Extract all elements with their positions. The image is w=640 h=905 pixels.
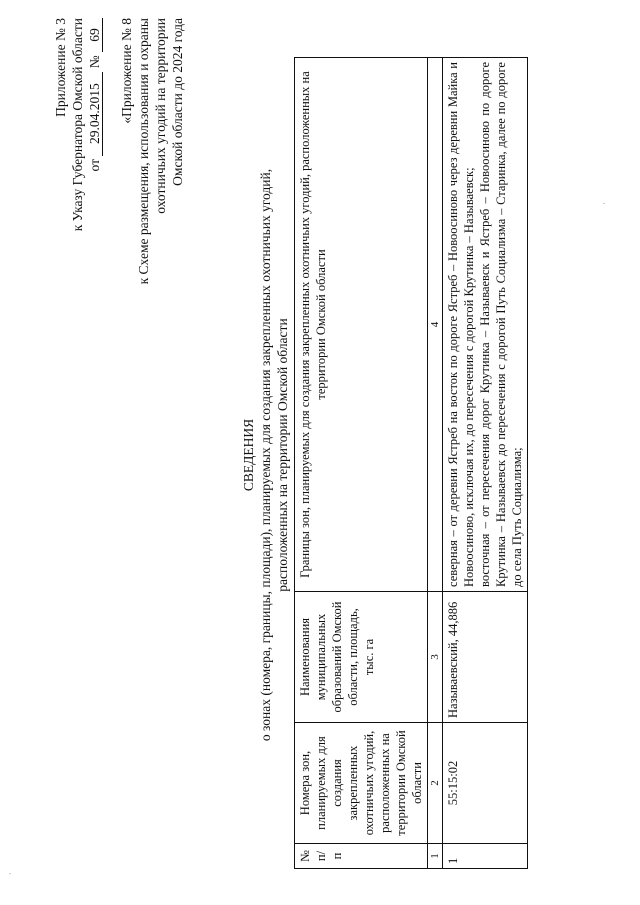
schema-title: «Приложение № 8 bbox=[119, 18, 134, 124]
header-zone: Номера зон, планируемых для создания закрепленных охотничьих угодий, расположенных на территории Омской области bbox=[295, 723, 428, 844]
column-number: 2 bbox=[428, 723, 443, 844]
zone-borders bbox=[443, 58, 528, 592]
decree-date: 29.04.2015 bbox=[88, 72, 103, 156]
table-row bbox=[443, 58, 528, 869]
column-number: 4 bbox=[428, 58, 443, 592]
zones-table-container bbox=[294, 57, 528, 869]
schema-line-4: Омской области до 2024 года bbox=[170, 18, 185, 186]
schema-block bbox=[118, 18, 186, 284]
header-district: Наименования муниципальных образований Омской области, площадь, тыс. га bbox=[295, 592, 428, 723]
scan-speck: · bbox=[600, 202, 609, 205]
column-number-row bbox=[428, 58, 443, 869]
heading-subtitle-2: расположенных на территории Омской области bbox=[275, 318, 290, 592]
zone-number: 55:15:02 bbox=[443, 723, 528, 844]
row-number: 1 bbox=[443, 844, 528, 869]
column-number: 3 bbox=[428, 592, 443, 723]
document-heading bbox=[240, 75, 291, 835]
schema-line-3: охотничьих угодий на территории bbox=[153, 18, 168, 214]
decree-number: 69 bbox=[88, 18, 103, 52]
border-north: северная – от деревни Ястреб на восток по дороге Ястреб – Новоосиново через деревни Майка и Новоосиново, исключая их, до пересечения с дорогой Крутинка – Называевск; bbox=[446, 62, 476, 587]
heading-title: СВЕДЕНИЯ bbox=[241, 418, 256, 492]
schema-line-2: к Схеме размещения, использования и охраны bbox=[136, 18, 151, 285]
scan-speck: · bbox=[6, 872, 15, 875]
table-header-row bbox=[295, 58, 428, 869]
number-prefix: № bbox=[87, 55, 102, 69]
appendix-block bbox=[52, 18, 103, 231]
zones-table bbox=[294, 57, 528, 869]
header-number: № п/п bbox=[295, 844, 428, 869]
district-area: Называевский, 44,886 bbox=[443, 592, 528, 723]
column-number: 1 bbox=[428, 844, 443, 869]
border-east: восточная – от пересечения дорог Крутинка – Называевск и Ястреб – Новоосиново по дороге Крутинка – Называевск до пересечения с дорогой Путь Социализма – Старинка, далее по дороге до села Путь Социализма; bbox=[478, 62, 524, 587]
heading-subtitle-1: о зонах (номера, границы, площади), планируемых для создания закрепленных охотничьих угодий, bbox=[258, 168, 273, 742]
header-borders: Границы зон, планируемых для создания закрепленных охотничьих угодий, расположенных на территории Омской области bbox=[295, 58, 428, 592]
appendix-title: Приложение № 3 bbox=[53, 18, 68, 117]
date-prefix: от bbox=[87, 159, 102, 172]
appendix-date-line bbox=[86, 18, 103, 231]
appendix-decree: к Указу Губернатора Омской области bbox=[70, 18, 85, 232]
